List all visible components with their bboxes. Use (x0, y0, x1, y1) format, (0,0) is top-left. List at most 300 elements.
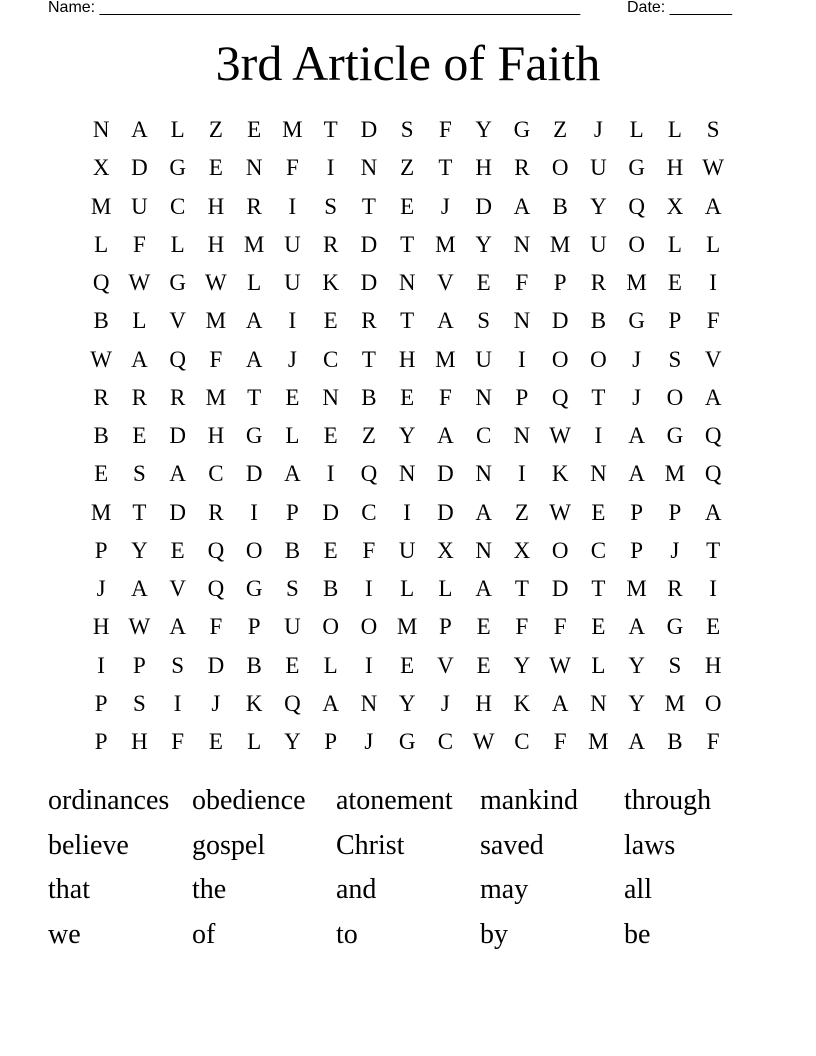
grid-letter: A (704, 384, 722, 410)
grid-letter: W (549, 499, 571, 525)
grid-letter: I (709, 270, 717, 296)
grid-letter: L (285, 423, 300, 449)
grid-letter: Q (704, 423, 722, 449)
grid-letter: T (706, 537, 721, 563)
grid-letter: Z (553, 117, 568, 143)
word-bank-item: mankind (480, 785, 578, 816)
grid-letter: T (400, 231, 415, 257)
grid-letter: A (131, 576, 148, 602)
grid-letter: O (360, 614, 378, 640)
grid-letter: L (400, 576, 415, 602)
grid-letter: Q (551, 384, 569, 410)
grid-letter: C (514, 729, 530, 755)
grid-letter: E (132, 423, 147, 449)
grid-letter: Y (284, 729, 301, 755)
grid-letter: E (323, 308, 338, 334)
grid-letter: P (285, 499, 299, 525)
grid-letter: W (205, 270, 227, 296)
grid-letter: L (438, 576, 453, 602)
grid-letter: A (513, 193, 531, 219)
grid-letter: L (667, 231, 682, 257)
grid-letter: D (360, 117, 378, 143)
page-title: 3rd Article of Faith (215, 35, 601, 91)
grid-letter: J (287, 346, 297, 372)
grid-letter: N (590, 461, 607, 487)
grid-letter: S (477, 308, 491, 334)
grid-letter: H (207, 231, 225, 257)
word-bank-item: by (480, 918, 508, 950)
grid-letter: S (132, 461, 146, 487)
grid-letter: M (435, 231, 456, 257)
grid-letter: F (515, 614, 529, 640)
word-bank-item: atonement (336, 785, 453, 816)
grid-letter: T (514, 576, 529, 602)
grid-letter: L (667, 117, 682, 143)
grid-letter: J (440, 193, 450, 219)
grid-letter: I (518, 461, 526, 487)
grid-letter: E (208, 729, 223, 755)
grid-letter: N (513, 308, 531, 334)
grid-letter: Z (361, 423, 376, 449)
grid-letter: J (632, 346, 642, 372)
grid-letter: J (96, 576, 106, 602)
grid-letter: Z (514, 499, 529, 525)
grid-letter: H (398, 346, 416, 372)
grid-letter: P (668, 499, 682, 525)
grid-letter: P (324, 729, 338, 755)
grid-letter: F (438, 117, 452, 143)
grid-letter: Y (398, 423, 416, 449)
grid-letter: P (553, 270, 567, 296)
grid-letter: I (288, 308, 297, 334)
word-bank-item: Christ (336, 829, 405, 861)
grid-letter: W (702, 155, 724, 181)
word-bank-item: obedience (192, 785, 306, 816)
grid-letter: J (364, 729, 374, 755)
grid-letter: N (475, 537, 492, 563)
grid-letter: M (90, 193, 112, 219)
grid-letter: W (128, 614, 151, 640)
grid-letter: D (360, 231, 378, 257)
grid-letter: Y (628, 690, 645, 716)
grid-letter: Y (628, 652, 645, 678)
grid-letter: V (169, 308, 186, 334)
grid-letter: R (208, 499, 224, 525)
grid-letter: E (400, 652, 415, 678)
grid-letter: E (170, 537, 185, 563)
grid-letter: B (322, 576, 339, 602)
grid-letter: Y (475, 231, 492, 257)
grid-letter: M (282, 117, 303, 143)
grid-letter: A (551, 690, 569, 716)
grid-letter: T (361, 193, 376, 219)
word-bank-item: may (480, 874, 529, 905)
grid-letter: Y (131, 537, 148, 563)
grid-letter: R (322, 231, 339, 257)
grid-letter: V (437, 270, 454, 296)
word-bank-item: ordinances (48, 785, 170, 816)
grid-letter: N (92, 117, 110, 143)
grid-letter: H (704, 652, 722, 678)
grid-letter: A (475, 576, 492, 602)
grid-letter: P (630, 537, 644, 563)
grid-letter: Q (207, 576, 225, 602)
grid-letter: D (131, 155, 148, 181)
grid-letter: D (322, 499, 339, 525)
grid-letter: M (549, 231, 571, 257)
grid-letter: I (594, 423, 603, 449)
grid-letter: Y (590, 193, 607, 219)
grid-letter: E (476, 614, 491, 640)
grid-letter: O (245, 537, 263, 563)
grid-letter: P (94, 690, 108, 716)
grid-letter: W (128, 270, 151, 296)
grid-letter: I (326, 461, 335, 487)
grid-letter: I (97, 652, 105, 678)
grid-letter: A (628, 423, 645, 449)
grid-letter: E (208, 155, 223, 181)
grid-letter: P (668, 308, 682, 334)
grid-letter: C (169, 193, 186, 219)
grid-letter: B (93, 308, 109, 334)
grid-letter: J (632, 384, 642, 410)
grid-letter: V (169, 576, 186, 602)
name-field: Name: ______________________________________________________ (48, 0, 581, 16)
grid-letter: C (590, 537, 607, 563)
grid-letter: E (476, 652, 491, 678)
grid-letter: X (666, 193, 684, 219)
grid-letter: E (591, 499, 606, 525)
grid-letter: J (593, 117, 603, 143)
grid-letter: P (515, 384, 529, 410)
grid-letter: F (553, 729, 567, 755)
grid-letter: I (709, 576, 717, 602)
grid-letter: D (475, 193, 492, 219)
grid-letter: F (132, 231, 146, 257)
grid-letter: Q (360, 461, 378, 487)
grid-letter: S (668, 346, 682, 372)
grid-letter: L (247, 270, 262, 296)
grid-letter: E (285, 652, 300, 678)
grid-letter: G (666, 423, 684, 449)
grid-letter: P (94, 537, 108, 563)
grid-letter: R (169, 384, 186, 410)
grid-letter: T (323, 117, 338, 143)
grid-letter: T (132, 499, 147, 525)
grid-letter: T (400, 308, 415, 334)
grid-letter: N (398, 461, 416, 487)
grid-letter: F (515, 270, 529, 296)
grid-letter: K (513, 690, 531, 716)
grid-letter: F (209, 614, 223, 640)
grid-letter: X (513, 537, 531, 563)
grid-letter: O (551, 155, 569, 181)
grid-letter: T (438, 155, 453, 181)
grid-letter: E (591, 614, 606, 640)
grid-letter: E (247, 117, 262, 143)
word-bank-item: believe (48, 829, 129, 861)
grid-letter: L (247, 729, 262, 755)
grid-letter: O (551, 346, 569, 372)
grid-letter: Q (284, 690, 301, 716)
grid-letter: Q (207, 537, 225, 563)
grid-letter: H (131, 729, 148, 755)
grid-letter: A (131, 117, 148, 143)
grid-letter: U (284, 614, 301, 640)
grid-letter: J (440, 690, 450, 716)
grid-letter: H (207, 193, 225, 219)
grid-letter: D (551, 576, 569, 602)
grid-letter: A (704, 499, 722, 525)
grid-letter: B (667, 729, 683, 755)
grid-letter: P (94, 729, 108, 755)
grid-letter: E (94, 461, 109, 487)
grid-letter: W (90, 346, 112, 372)
grid-letter: D (169, 499, 186, 525)
grid-letter: M (243, 231, 265, 257)
grid-letter: B (552, 193, 568, 219)
grid-letter: U (398, 537, 416, 563)
grid-letter: U (131, 193, 148, 219)
grid-letter: Q (92, 270, 110, 296)
word-bank-item: gospel (192, 829, 266, 861)
grid-letter: L (323, 652, 338, 678)
grid-letter: M (205, 384, 227, 410)
grid-letter: C (475, 423, 492, 449)
word-bank-item: of (192, 918, 216, 950)
grid-letter: V (704, 346, 722, 372)
grid-letter: L (170, 117, 185, 143)
grid-letter: H (207, 423, 225, 449)
grid-letter: T (247, 384, 262, 410)
grid-letter: T (361, 346, 376, 372)
grid-letter: A (704, 193, 722, 219)
grid-letter: F (171, 729, 185, 755)
grid-letter: H (475, 690, 492, 716)
grid-letter: M (435, 346, 456, 372)
grid-letter: Z (208, 117, 223, 143)
word-bank-item: the (192, 874, 227, 905)
grid-letter: F (553, 614, 567, 640)
grid-letter: B (284, 537, 301, 563)
grid-letter: R (590, 270, 607, 296)
grid-letter: A (245, 308, 263, 334)
grid-letter: A (628, 614, 645, 640)
grid-letter: S (285, 576, 299, 602)
grid-letter: U (475, 346, 492, 372)
grid-letter: N (322, 384, 339, 410)
word-search-grid (82, 111, 732, 761)
grid-letter: U (590, 231, 607, 257)
grid-letter: D (169, 423, 186, 449)
grid-letter: G (245, 576, 263, 602)
grid-letter: K (551, 461, 569, 487)
grid-letter: Y (475, 117, 492, 143)
grid-letter: M (626, 270, 647, 296)
grid-letter: S (706, 117, 720, 143)
grid-letter: N (360, 690, 378, 716)
grid-letter: H (666, 155, 684, 181)
grid-letter: I (173, 690, 182, 716)
grid-letter: D (245, 461, 263, 487)
grid-letter: N (475, 461, 492, 487)
grid-letter: D (437, 499, 454, 525)
grid-letter: D (207, 652, 225, 678)
word-bank-item: we (48, 918, 81, 950)
grid-letter: B (361, 384, 377, 410)
grid-letter: U (284, 231, 301, 257)
grid-letter: M (664, 690, 686, 716)
grid-letter: W (472, 729, 495, 755)
grid-letter: S (171, 652, 185, 678)
grid-letter: E (400, 193, 415, 219)
grid-letter: K (322, 270, 339, 296)
grid-letter: E (706, 614, 721, 640)
word-bank-item: through (624, 785, 712, 816)
grid-letter: O (666, 384, 684, 410)
grid-letter: S (324, 193, 338, 219)
grid-letter: N (398, 270, 416, 296)
grid-letter: E (323, 423, 338, 449)
grid-letter: Q (169, 346, 186, 372)
date-field: Date: _______ (627, 0, 732, 16)
grid-letter: B (590, 308, 607, 334)
grid-letter: G (666, 614, 684, 640)
grid-letter: O (551, 537, 569, 563)
grid-letter: L (629, 117, 644, 143)
word-bank-item: saved (480, 829, 544, 861)
grid-letter: S (668, 652, 682, 678)
grid-letter: M (396, 614, 418, 640)
grid-letter: R (667, 576, 683, 602)
grid-letter: E (285, 384, 300, 410)
grid-letter: Y (398, 690, 416, 716)
grid-letter: R (131, 384, 148, 410)
grid-letter: N (360, 155, 378, 181)
grid-letter: Z (400, 155, 415, 181)
grid-letter: I (403, 499, 411, 525)
grid-letter: E (476, 270, 491, 296)
grid-letter: K (245, 690, 263, 716)
grid-letter: U (284, 270, 301, 296)
grid-letter: P (630, 499, 644, 525)
grid-letter: J (211, 690, 221, 716)
grid-letter: G (245, 423, 263, 449)
grid-letter: T (591, 576, 606, 602)
grid-letter: A (475, 499, 492, 525)
grid-letter: M (588, 729, 609, 755)
grid-letter: G (169, 155, 186, 181)
grid-letter: A (131, 346, 148, 372)
grid-letter: A (169, 461, 186, 487)
grid-letter: G (628, 308, 645, 334)
grid-letter: I (250, 499, 258, 525)
grid-letter: P (438, 614, 452, 640)
grid-letter: W (549, 423, 571, 449)
grid-letter: A (628, 729, 645, 755)
grid-letter: O (590, 346, 607, 372)
grid-letter: R (93, 384, 109, 410)
word-bank (48, 779, 768, 957)
word-bank-item: laws (624, 829, 676, 861)
grid-letter: E (667, 270, 682, 296)
grid-letter: Q (704, 461, 722, 487)
grid-letter: A (169, 614, 186, 640)
grid-letter: O (628, 231, 645, 257)
word-bank-item: and (336, 874, 377, 905)
grid-letter: C (322, 346, 339, 372)
grid-letter: S (400, 117, 414, 143)
grid-letter: A (322, 690, 339, 716)
grid-letter: Q (628, 193, 645, 219)
grid-letter: F (438, 384, 452, 410)
grid-letter: H (92, 614, 110, 640)
grid-letter: G (169, 270, 186, 296)
grid-letter: T (591, 384, 606, 410)
grid-letter: I (288, 193, 297, 219)
grid-letter: Y (513, 652, 531, 678)
grid-letter: P (247, 614, 261, 640)
grid-letter: D (437, 461, 454, 487)
grid-letter: C (208, 461, 224, 487)
grid-letter: X (92, 155, 110, 181)
grid-letter: W (549, 652, 571, 678)
grid-letter: D (360, 270, 378, 296)
grid-letter: L (706, 231, 721, 257)
grid-letter: N (513, 423, 531, 449)
grid-letter: S (132, 690, 146, 716)
word-bank-item: all (624, 874, 652, 905)
grid-letter: J (670, 537, 680, 563)
grid-letter: X (437, 537, 454, 563)
grid-letter: P (132, 652, 146, 678)
grid-letter: I (365, 652, 373, 678)
grid-letter: F (285, 155, 299, 181)
grid-letter: A (245, 346, 263, 372)
grid-letter: L (94, 231, 109, 257)
grid-letter: M (664, 461, 686, 487)
grid-letter: I (518, 346, 526, 372)
grid-letter: I (326, 155, 335, 181)
grid-letter: L (132, 308, 147, 334)
grid-letter: U (590, 155, 607, 181)
grid-letter: F (362, 537, 376, 563)
grid-letter: N (513, 231, 531, 257)
word-bank-item: that (48, 874, 90, 905)
grid-letter: C (361, 499, 377, 525)
grid-letter: A (437, 308, 454, 334)
grid-letter: M (90, 499, 112, 525)
grid-letter: E (323, 537, 338, 563)
grid-letter: N (590, 690, 607, 716)
grid-letter: A (628, 461, 645, 487)
grid-letter: V (437, 652, 454, 678)
grid-letter: G (398, 729, 416, 755)
grid-letter: L (170, 231, 185, 257)
grid-letter: R (514, 155, 530, 181)
grid-letter: G (628, 155, 645, 181)
grid-letter: E (400, 384, 415, 410)
word-bank-item: be (624, 918, 651, 950)
grid-letter: I (365, 576, 373, 602)
grid-letter: N (475, 384, 492, 410)
grid-letter: R (246, 193, 262, 219)
word-bank-item: to (336, 918, 358, 950)
grid-letter: H (475, 155, 492, 181)
grid-letter: B (246, 652, 262, 678)
grid-letter: G (513, 117, 531, 143)
grid-letter: A (284, 461, 301, 487)
